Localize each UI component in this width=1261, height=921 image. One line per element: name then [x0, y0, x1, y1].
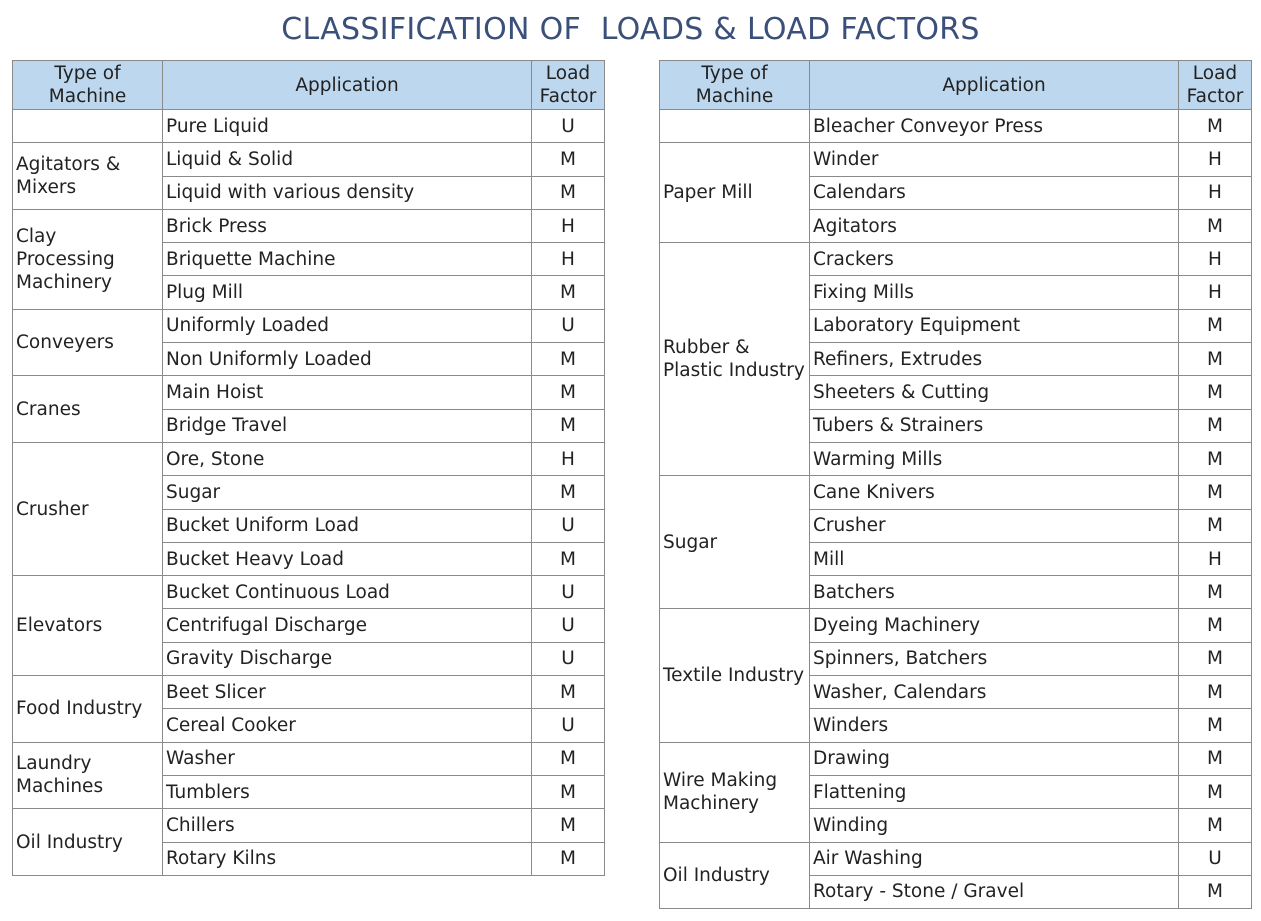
application-cell: Ore, Stone [163, 442, 532, 475]
load-factor-cell: M [532, 542, 605, 575]
table-body-right [660, 110, 1252, 909]
application-cell: Tumblers [163, 775, 532, 808]
load-factor-table-right [659, 60, 1252, 909]
load-factor-cell: H [1179, 243, 1252, 276]
load-factor-cell: H [1179, 176, 1252, 209]
header-application: Application [163, 61, 532, 110]
application-cell: Bridge Travel [163, 409, 532, 442]
machine-type-cell: Cranes [13, 376, 163, 443]
load-factor-cell: U [532, 609, 605, 642]
load-factor-cell: M [532, 742, 605, 775]
application-cell: Sheeters & Cutting [810, 376, 1179, 409]
load-factor-cell: H [532, 243, 605, 276]
load-factor-cell: M [1179, 343, 1252, 376]
load-factor-cell: M [1179, 110, 1252, 143]
application-cell: Chillers [163, 809, 532, 842]
application-cell: Liquid with various density [163, 176, 532, 209]
load-factor-cell: U [532, 509, 605, 542]
load-factor-cell: M [532, 343, 605, 376]
machine-type-cell: Elevators [13, 576, 163, 676]
application-cell: Drawing [810, 742, 1179, 775]
load-factor-cell: H [1179, 276, 1252, 309]
application-cell: Crackers [810, 243, 1179, 276]
load-factor-cell: M [1179, 209, 1252, 242]
header-load-factor: Load Factor [532, 61, 605, 110]
machine-type-cell: Clay Processing Machinery [13, 209, 163, 309]
application-cell: Briquette Machine [163, 243, 532, 276]
table-row [660, 110, 1252, 143]
table-row [660, 609, 1252, 642]
load-factor-cell: U [1179, 842, 1252, 875]
load-factor-cell: M [532, 376, 605, 409]
table-row [13, 742, 605, 775]
machine-type-cell: Oil Industry [660, 842, 810, 909]
machine-type-cell [13, 110, 163, 143]
application-cell: Spinners, Batchers [810, 642, 1179, 675]
table-row [13, 809, 605, 842]
application-cell: Liquid & Solid [163, 143, 532, 176]
application-cell: Warming Mills [810, 442, 1179, 475]
table-row [13, 209, 605, 242]
application-cell: Non Uniformly Loaded [163, 343, 532, 376]
load-factor-cell: M [532, 476, 605, 509]
application-cell: Tubers & Strainers [810, 409, 1179, 442]
table-row [660, 842, 1252, 875]
load-factor-cell: U [532, 642, 605, 675]
table-row [13, 309, 605, 342]
table-body-left [13, 110, 605, 876]
load-factor-cell: M [532, 809, 605, 842]
table-row [13, 143, 605, 176]
application-cell: Air Washing [810, 842, 1179, 875]
application-cell: Dyeing Machinery [810, 609, 1179, 642]
load-factor-cell: M [532, 409, 605, 442]
table-row [13, 376, 605, 409]
application-cell: Batchers [810, 576, 1179, 609]
application-cell: Beet Slicer [163, 676, 532, 709]
load-factor-cell: M [532, 176, 605, 209]
header-row [660, 61, 1252, 110]
table-row [13, 110, 605, 143]
load-factor-cell: M [1179, 642, 1252, 675]
load-factor-cell: U [532, 309, 605, 342]
application-cell: Winder [810, 143, 1179, 176]
load-factor-cell: M [532, 676, 605, 709]
machine-type-cell: Sugar [660, 476, 810, 609]
table-row [13, 442, 605, 475]
load-factor-cell: H [532, 209, 605, 242]
header-type: Type of Machine [13, 61, 163, 110]
load-factor-cell: M [1179, 775, 1252, 808]
load-factor-cell: M [1179, 576, 1252, 609]
load-factor-cell: U [532, 576, 605, 609]
application-cell: Gravity Discharge [163, 642, 532, 675]
application-cell: Cane Knivers [810, 476, 1179, 509]
machine-type-cell: Agitators & Mixers [13, 143, 163, 210]
load-factor-cell: M [1179, 809, 1252, 842]
load-factor-cell: M [532, 775, 605, 808]
machine-type-cell: Food Industry [13, 676, 163, 743]
application-cell: Fixing Mills [810, 276, 1179, 309]
load-factor-cell: M [1179, 409, 1252, 442]
machine-type-cell: Laundry Machines [13, 742, 163, 809]
load-factor-cell: H [1179, 143, 1252, 176]
application-cell: Calendars [810, 176, 1179, 209]
application-cell: Bucket Uniform Load [163, 509, 532, 542]
application-cell: Pure Liquid [163, 110, 532, 143]
machine-type-cell: Wire Making Machinery [660, 742, 810, 842]
load-factor-cell: M [1179, 709, 1252, 742]
load-factor-cell: M [1179, 676, 1252, 709]
header-load-factor: Load Factor [1179, 61, 1252, 110]
load-factor-cell: M [1179, 509, 1252, 542]
application-cell: Mill [810, 542, 1179, 575]
application-cell: Bucket Heavy Load [163, 542, 532, 575]
application-cell: Washer [163, 742, 532, 775]
application-cell: Bleacher Conveyor Press [810, 110, 1179, 143]
table-row [660, 143, 1252, 176]
machine-type-cell [660, 110, 810, 143]
page-title: CLASSIFICATION OF LOADS & LOAD FACTORS [281, 12, 980, 47]
application-cell: Rotary Kilns [163, 842, 532, 875]
application-cell: Brick Press [163, 209, 532, 242]
header-application: Application [810, 61, 1179, 110]
header-row [13, 61, 605, 110]
load-factor-cell: M [532, 143, 605, 176]
application-cell: Sugar [163, 476, 532, 509]
load-factor-cell: U [532, 709, 605, 742]
header-type: Type of Machine [660, 61, 810, 110]
application-cell: Crusher [810, 509, 1179, 542]
load-factor-cell: M [532, 842, 605, 875]
load-factor-cell: M [1179, 742, 1252, 775]
load-factor-cell: M [1179, 376, 1252, 409]
application-cell: Bucket Continuous Load [163, 576, 532, 609]
table-row [660, 243, 1252, 276]
table-row [13, 676, 605, 709]
load-factor-cell: M [532, 276, 605, 309]
application-cell: Cereal Cooker [163, 709, 532, 742]
application-cell: Flattening [810, 775, 1179, 808]
table-row [660, 476, 1252, 509]
load-factor-cell: M [1179, 875, 1252, 908]
table-row [13, 576, 605, 609]
machine-type-cell: Oil Industry [13, 809, 163, 876]
application-cell: Centrifugal Discharge [163, 609, 532, 642]
application-cell: Uniformly Loaded [163, 309, 532, 342]
application-cell: Plug Mill [163, 276, 532, 309]
application-cell: Rotary - Stone / Gravel [810, 875, 1179, 908]
load-factor-cell: H [1179, 542, 1252, 575]
application-cell: Main Hoist [163, 376, 532, 409]
machine-type-cell: Conveyers [13, 309, 163, 376]
load-factor-cell: U [532, 110, 605, 143]
machine-type-cell: Textile Industry [660, 609, 810, 742]
load-factor-cell: M [1179, 476, 1252, 509]
application-cell: Winders [810, 709, 1179, 742]
machine-type-cell: Rubber & Plastic Industry [660, 243, 810, 476]
load-factor-cell: M [1179, 309, 1252, 342]
application-cell: Refiners, Extrudes [810, 343, 1179, 376]
machine-type-cell: Crusher [13, 442, 163, 575]
machine-type-cell: Paper Mill [660, 143, 810, 243]
load-factor-cell: M [1179, 609, 1252, 642]
application-cell: Washer, Calendars [810, 676, 1179, 709]
application-cell: Laboratory Equipment [810, 309, 1179, 342]
load-factor-cell: H [532, 442, 605, 475]
application-cell: Winding [810, 809, 1179, 842]
load-factor-table-left [12, 60, 605, 876]
load-factor-cell: M [1179, 442, 1252, 475]
table-row [660, 742, 1252, 775]
application-cell: Agitators [810, 209, 1179, 242]
